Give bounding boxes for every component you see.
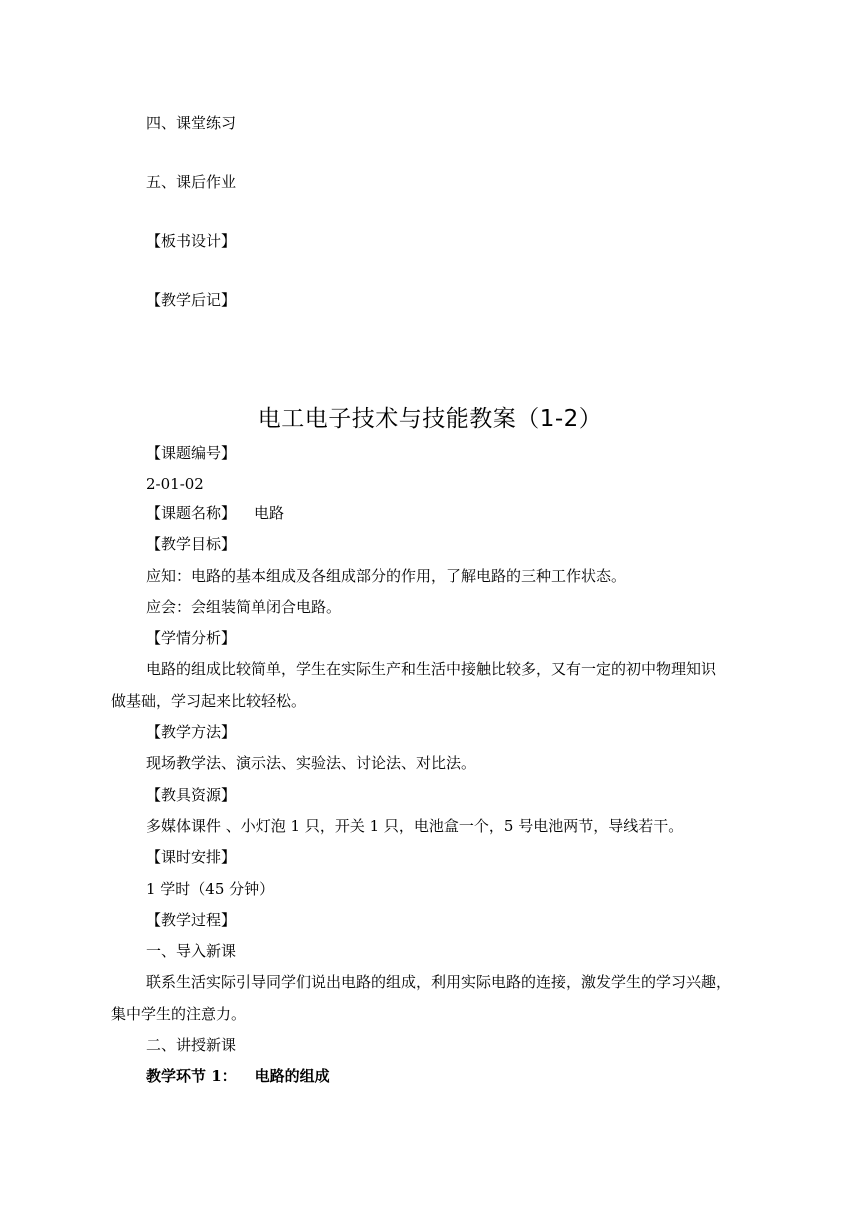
goal-know: 应知：电路的基本组成及各组成部分的作用，了解电路的三种工作状态。	[146, 567, 627, 585]
name-row	[146, 503, 284, 523]
step1-line-2: 集中学生的注意力。	[111, 1005, 247, 1023]
name-label: 【课题名称】	[146, 504, 237, 522]
analysis-line-1: 电路的组成比较简单，学生在实际生产和生活中接触比较多，又有一定的初中物理知识	[146, 660, 717, 678]
section-board-design: 【板书设计】	[146, 232, 237, 250]
code-label: 【课题编号】	[146, 444, 237, 462]
analysis-line-2: 做基础，学习起来比较轻松。	[111, 692, 307, 710]
segment1-row	[146, 1066, 330, 1086]
method-value: 现场教学法、演示法、实验法、讨论法、对比法。	[146, 754, 477, 772]
code-value: 2-01-02	[146, 475, 204, 493]
schedule-value: 1 学时（45 分钟）	[146, 880, 275, 898]
section-homework: 五、课后作业	[146, 173, 237, 191]
resources-label: 【教具资源】	[146, 786, 237, 804]
goal-do: 应会：会组装简单闭合电路。	[146, 598, 342, 616]
schedule-label: 【课时安排】	[146, 848, 237, 866]
name-value: 电路	[254, 504, 285, 522]
lesson-title: 电工电子技术与技能教案（1-2）	[257, 406, 603, 432]
segment1-label: 教学环节 1：	[146, 1067, 237, 1085]
section-exercise: 四、课堂练习	[146, 114, 237, 132]
segment1-value: 电路的组成	[254, 1067, 330, 1085]
goals-label: 【教学目标】	[146, 535, 237, 553]
section-teaching-notes: 【教学后记】	[146, 291, 237, 309]
resources-value: 多媒体课件 、小灯泡 1 只，开关 1 只，电池盒一个，5 号电池两节，导线若干。	[146, 817, 684, 835]
step1-heading: 一、导入新课	[146, 942, 237, 960]
method-label: 【教学方法】	[146, 723, 237, 741]
analysis-label: 【学情分析】	[146, 629, 237, 647]
process-label: 【教学过程】	[146, 911, 237, 929]
step2-heading: 二、讲授新课	[146, 1036, 237, 1054]
step1-line-1: 联系生活实际引导同学们说出电路的组成，利用实际电路的连接，激发学生的学习兴趣，	[146, 973, 732, 991]
